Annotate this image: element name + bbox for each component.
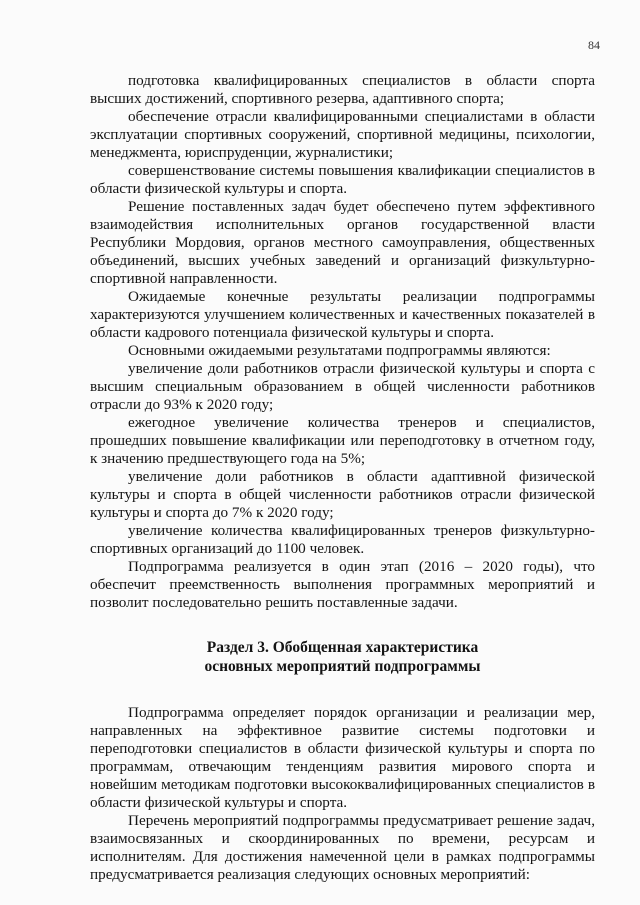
- section-heading-line-1: Раздел 3. Обобщенная характеристика: [206, 639, 479, 656]
- paragraph: Подпрограмма реализуется в один этап (2016 – 2020 годы), что обеспечит преемственность выполнения программных мероприятий и позволит последовательно решить поставленные задачи.: [90, 558, 595, 611]
- paragraph: Основными ожидаемыми результатами подпрограммы являются:: [128, 342, 551, 359]
- paragraph: Ожидаемые конечные результаты реализации подпрограммы характеризуются улучшением количественных и качественных показателей в области кадрового потенциала физической культуры и спорта.: [90, 288, 595, 341]
- paragraph: увеличение количества квалифицированных тренеров физкультурно-спортивных организаций до 1100 человек.: [90, 522, 595, 557]
- section-heading-line-2: основных мероприятий подпрограммы: [204, 658, 481, 675]
- paragraph: обеспечение отрасли квалифицированными специалистами в области эксплуатации спортивных сооружений, спортивной медицины, психологии, менеджмента, юриспруденции, журналистики;: [90, 108, 595, 161]
- paragraph: совершенствование системы повышения квалификации специалистов в области физической культуры и спорта.: [90, 162, 595, 197]
- paragraph: Подпрограмма определяет порядок организации и реализации мер, направленных на эффективное развитие системы подготовки и переподготовки специалистов в области физической культуры и спорта по программам, отвечающим тенденциям развития мирового спорта и новейшим методикам подготовки высококвалифицированных специалистов в области физической культуры и спорта.: [90, 704, 595, 811]
- document-body: [90, 72, 595, 884]
- page-number: 84: [588, 38, 600, 52]
- paragraph: ежегодное увеличение количества тренеров и специалистов, прошедших повышение квалификации или переподготовку в отчетном году, к значению предшествующего года на 5%;: [90, 414, 595, 467]
- section-spacer: [90, 676, 595, 704]
- paragraph: увеличение доли работников отрасли физической культуры и спорта с высшим специальным образованием в общей численности работников отрасли до 93% к 2020 году;: [90, 360, 595, 413]
- paragraph: подготовка квалифицированных специалистов в области спорта высших достижений, спортивного резерва, адаптивного спорта;: [90, 72, 595, 107]
- paragraph: увеличение доли работников в области адаптивной физической культуры и спорта в общей численности работников отрасли физической культуры и спорта до 7% к 2020 году;: [90, 468, 595, 521]
- paragraph: Решение поставленных задач будет обеспечено путем эффективного взаимодействия исполнительных органов государственной власти Республики Мордовия, органов местного самоуправления, общественных объединений, высших учебных заведений и организаций физкультурно-спортивной направленности.: [90, 198, 595, 287]
- paragraph: Перечень мероприятий подпрограммы предусматривает решение задач, взаимосвязанных и скоординированных по времени, ресурсам и исполнителям. Для достижения намеченной цели в рамках подпрограммы предусматривается реализация следующих основных мероприятий:: [90, 812, 595, 883]
- section-heading: [90, 638, 595, 676]
